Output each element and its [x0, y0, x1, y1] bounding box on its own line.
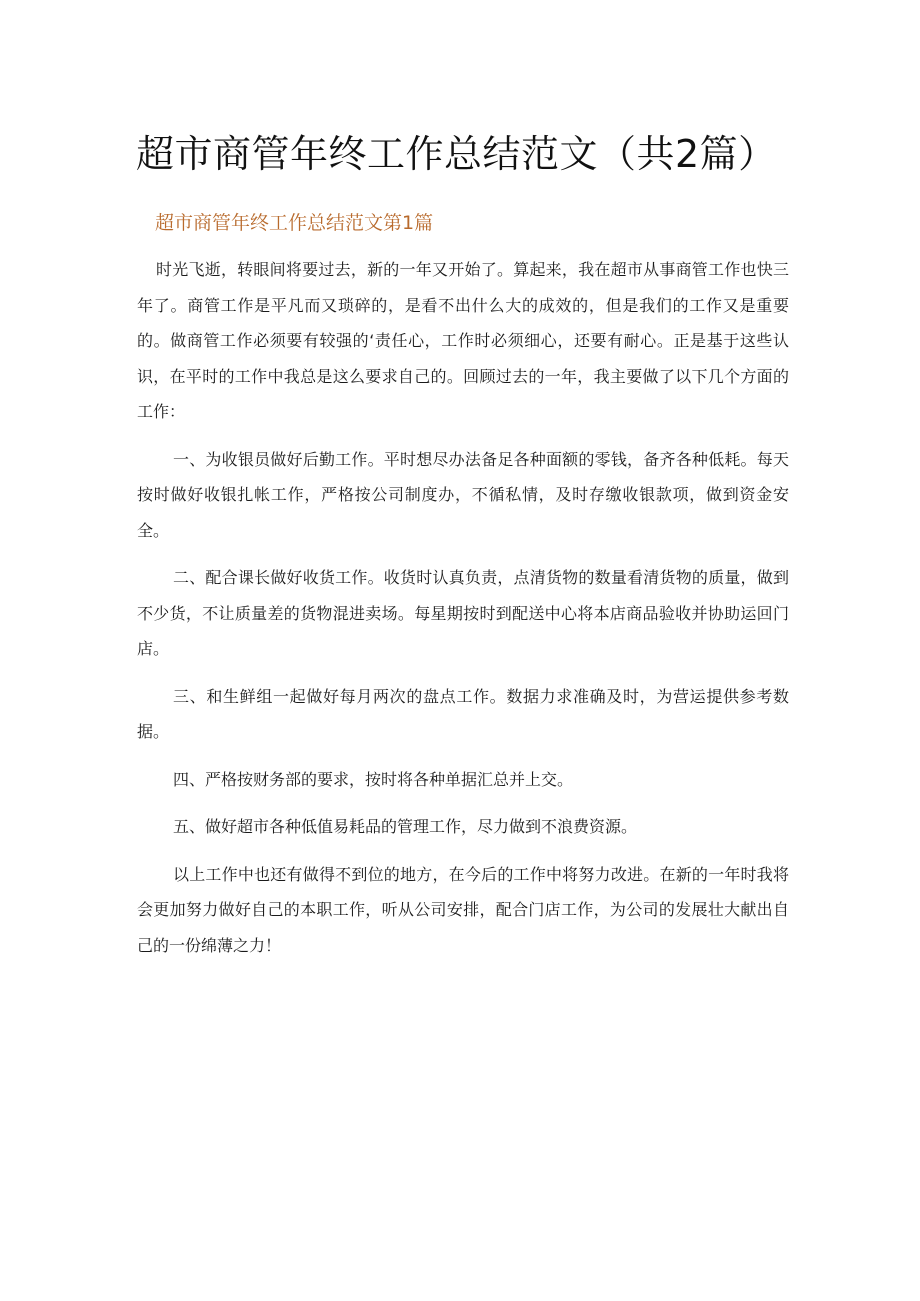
- paragraph-item-4: 四、严格按财务部的要求，按时将各种单据汇总并上交。: [173, 769, 574, 789]
- paragraph-item-2: 二、配合课长做好收货工作。收货时认真负责，点清货物的数量看清货物的质量，做到不少货，不让质量差的货物混进卖场。每星期按时到配送中心将本店商品验收并协助运回门店。: [137, 568, 789, 658]
- paragraph-item-5: 五、做好超市各种低值易耗品的管理工作，尽力做到不浪费资源。: [173, 817, 638, 836]
- paragraph-item-1: 一、为收银员做好后勤工作。平时想尽办法备足各种面额的零钱，备齐各种低耗。每天按时做好收银扎帐工作，严格按公司制度办，不循私情，及时存缴收银款项，做到资金安全。: [137, 449, 789, 540]
- paragraph-intro: 时光飞逝，转眼间将要过去，新的一年又开始了。算起来，我在超市从事商管工作也快三年了。商管工作是平凡而又琐碎的，是看不出什么大的成效的，但是我们的工作又是重要的。做商管工作必须要有较强的‘责任心，工作时必须细心，还要有耐心。正是基于这些认识，在平时的工作中我总是这么要求自己的。回顾过去的一年，我主要做了以下几个方面的工作：: [137, 260, 789, 421]
- paragraph-item-3: 三、和生鲜组一起做好每月两次的盘点工作。数据力求准确及时，为营运提供参考数据。: [137, 686, 789, 741]
- paragraph-conclusion: 以上工作中也还有做得不到位的地方，在今后的工作中将努力改进。在新的一年时我将会更加努力做好自己的本职工作，听从公司安排，配合门店工作，为公司的发展壮大献出自己的一份绵薄之力！: [137, 864, 789, 955]
- document-body: [137, 252, 789, 975]
- document-title: 超市商管年终工作总结范文（共2篇）: [136, 132, 777, 176]
- section-heading: 超市商管年终工作总结范文第1篇: [155, 212, 434, 234]
